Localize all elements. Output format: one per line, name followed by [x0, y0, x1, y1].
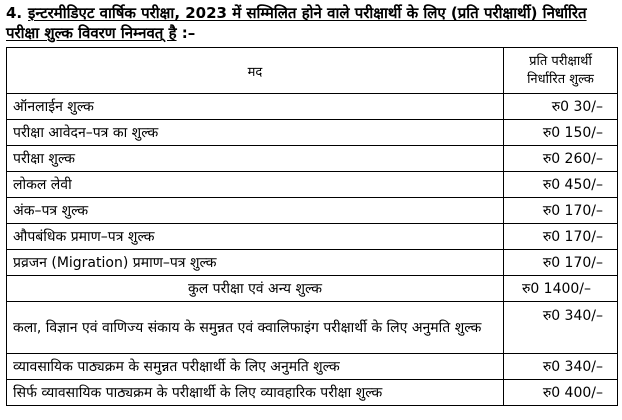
total-label: कुल परीक्षा एवं अन्य शुल्क: [7, 276, 504, 302]
row-amount: रु0 400/–: [504, 380, 618, 406]
row-amount: रु0 260/–: [504, 146, 618, 172]
table-row: [7, 302, 618, 354]
row-label: परीक्षा शुल्क: [7, 146, 504, 172]
row-label: परीक्षा आवेदन–पत्र का शुल्क: [7, 120, 504, 146]
row-label: सिर्फ व्यावसायिक पाठ्यक्रम के परीक्षार्थी के लिए व्यावहारिक परीक्षा शुल्क: [7, 380, 504, 406]
row-label: अंक–पत्र शुल्क: [7, 198, 504, 224]
header-fee: [504, 48, 618, 94]
table-row: [7, 120, 618, 146]
table-row: [7, 354, 618, 380]
section-heading: [6, 3, 616, 43]
row-amount: रु0 340/–: [504, 302, 618, 354]
table-row: [7, 172, 618, 198]
table-row: [7, 198, 618, 224]
header-fee-line1: प्रति परीक्षार्थी: [529, 53, 592, 69]
table-header-row: [7, 48, 618, 94]
section-title-tail: :–: [176, 24, 196, 42]
total-amount: रु0 1400/–: [504, 276, 618, 302]
row-label: कला, विज्ञान एवं वाणिज्य संकाय के समुन्नत एवं क्वालिफाइंग परीक्षार्थी के लिए अनुमति शुल्क: [7, 302, 504, 354]
header-fee-line2: निर्धारित शुल्क: [527, 71, 594, 87]
section-number: 4.: [6, 4, 23, 22]
table-row: [7, 94, 618, 120]
row-label: व्यावसायिक पाठ्यक्रम के समुन्नत परीक्षार्थी के लिए अनुमति शुल्क: [7, 354, 504, 380]
row-amount: रु0 170/–: [504, 224, 618, 250]
table-row: [7, 380, 618, 406]
row-amount: रु0 30/–: [504, 94, 618, 120]
row-amount: रु0 170/–: [504, 250, 618, 276]
table-row: [7, 250, 618, 276]
row-label: लोकल लेवी: [7, 172, 504, 198]
table-row: [7, 146, 618, 172]
row-amount: रु0 170/–: [504, 198, 618, 224]
row-label: औपबंधिक प्रमाण–पत्र शुल्क: [7, 224, 504, 250]
total-row: [7, 276, 618, 302]
header-item: मद: [7, 48, 504, 94]
row-label: प्रव्रजन (Migration) प्रमाण–पत्र शुल्क: [7, 250, 504, 276]
row-amount: रु0 340/–: [504, 354, 618, 380]
row-amount: रु0 150/–: [504, 120, 618, 146]
row-label: ऑनलाईन शुल्क: [7, 94, 504, 120]
table-row: [7, 224, 618, 250]
row-amount: रु0 450/–: [504, 172, 618, 198]
fee-table: [6, 47, 618, 406]
section-title: इन्टरमीडिएट वार्षिक परीक्षा, 2023 में सम्मिलित होने वाले परीक्षार्थी के लिए (प्रति परीक्षार्थी) निर्धारित परीक्षा शुल्क विवरण निम्नवत् है: [6, 4, 587, 42]
